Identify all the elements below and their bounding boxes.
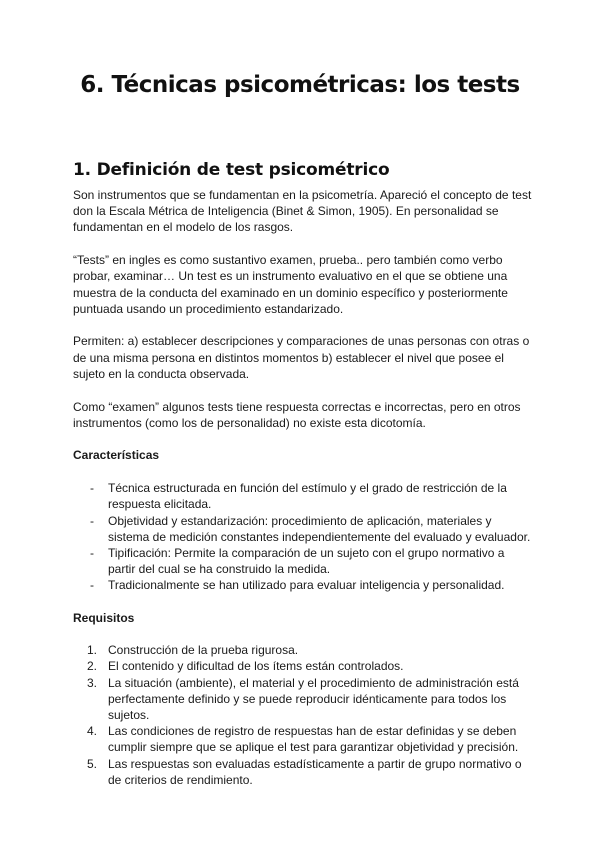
paragraph-permiten: Permiten: a) establecer descripciones y comparaciones de unas personas con otras o de una misma persona en distintos momentos b) establecer el nivel que posee el sujeto en la conducta observada. — [73, 334, 530, 381]
list-item — [73, 723, 533, 755]
list-item — [73, 513, 533, 545]
list-item — [73, 480, 533, 512]
section-heading: 1. Definición de test psicométrico — [73, 160, 390, 180]
list-item — [73, 577, 533, 593]
number-marker: 2. — [87, 659, 98, 674]
list-item-text: Las respuestas son evaluadas estadísticamente a partir de grupo normativo o de criterios de rendimiento. — [108, 756, 522, 787]
number-marker: 1. — [87, 643, 98, 658]
list-item-text: La situación (ambiente), el material y el procedimiento de administración está perfectamente definido y se puede reproducir idénticamente para todos los sujetos. — [108, 675, 519, 723]
list-item — [73, 675, 533, 724]
dash-marker: - — [90, 578, 94, 593]
number-marker: 4. — [87, 724, 98, 739]
requisitos-heading: Requisitos — [73, 610, 135, 625]
list-item-text: Objetividad y estandarización: procedimiento de aplicación, materiales y sistema de medición constantes independientemente del evaluado y evaluador. — [108, 513, 531, 544]
paragraph-tests-meaning: “Tests” en ingles es como sustantivo examen, prueba.. pero también como verbo probar, examinar… Un test es un instrumento evaluativo en el que se obtiene una muestra de la conducta del examinado en un dominio específico y posteriormente puntuada usando un procedimiento estandarizado. — [73, 253, 508, 316]
list-item-text: El contenido y dificultad de los ítems están controlados. — [108, 659, 404, 674]
number-marker: 3. — [87, 675, 98, 690]
list-item — [73, 545, 533, 577]
paragraph-examen: Como “examen” algunos tests tiene respuesta correctas e incorrectas, pero en otros instrumentos (como los de personalidad) no existe esta dicotomía. — [73, 399, 521, 430]
dash-marker: - — [90, 481, 94, 496]
list-item — [73, 642, 533, 658]
list-item-text: Las condiciones de registro de respuestas han de estar definidas y se deben cumplir siempre que se aplique el test para garantizar objetividad y precisión. — [108, 724, 519, 755]
section-body — [73, 187, 533, 804]
requisitos-list — [73, 642, 533, 788]
list-item — [73, 658, 533, 674]
dash-marker: - — [90, 513, 94, 528]
caracteristicas-heading: Características — [73, 448, 160, 463]
list-item-text: Construcción de la prueba rigurosa. — [108, 643, 299, 658]
page-title: 6. Técnicas psicométricas: los tests — [80, 72, 520, 98]
number-marker: 5. — [87, 756, 98, 771]
caracteristicas-list — [73, 480, 533, 593]
list-item-text: Tradicionalmente se han utilizado para evaluar inteligencia y personalidad. — [108, 578, 505, 593]
dash-marker: - — [90, 545, 94, 560]
list-item-text: Técnica estructurada en función del estímulo y el grado de restricción de la respuesta elicitada. — [108, 481, 507, 512]
list-item — [73, 756, 533, 788]
paragraph-definition: Son instrumentos que se fundamentan en la psicometría. Apareció el concepto de test don la Escala Métrica de Inteligencia (Binet & Simon, 1905). En personalidad se fundamentan en el modelo de los rasgos. — [73, 188, 532, 235]
list-item-text: Tipificación: Permite la comparación de un sujeto con el grupo normativo a partir del cual se ha construido la medida. — [108, 545, 505, 577]
